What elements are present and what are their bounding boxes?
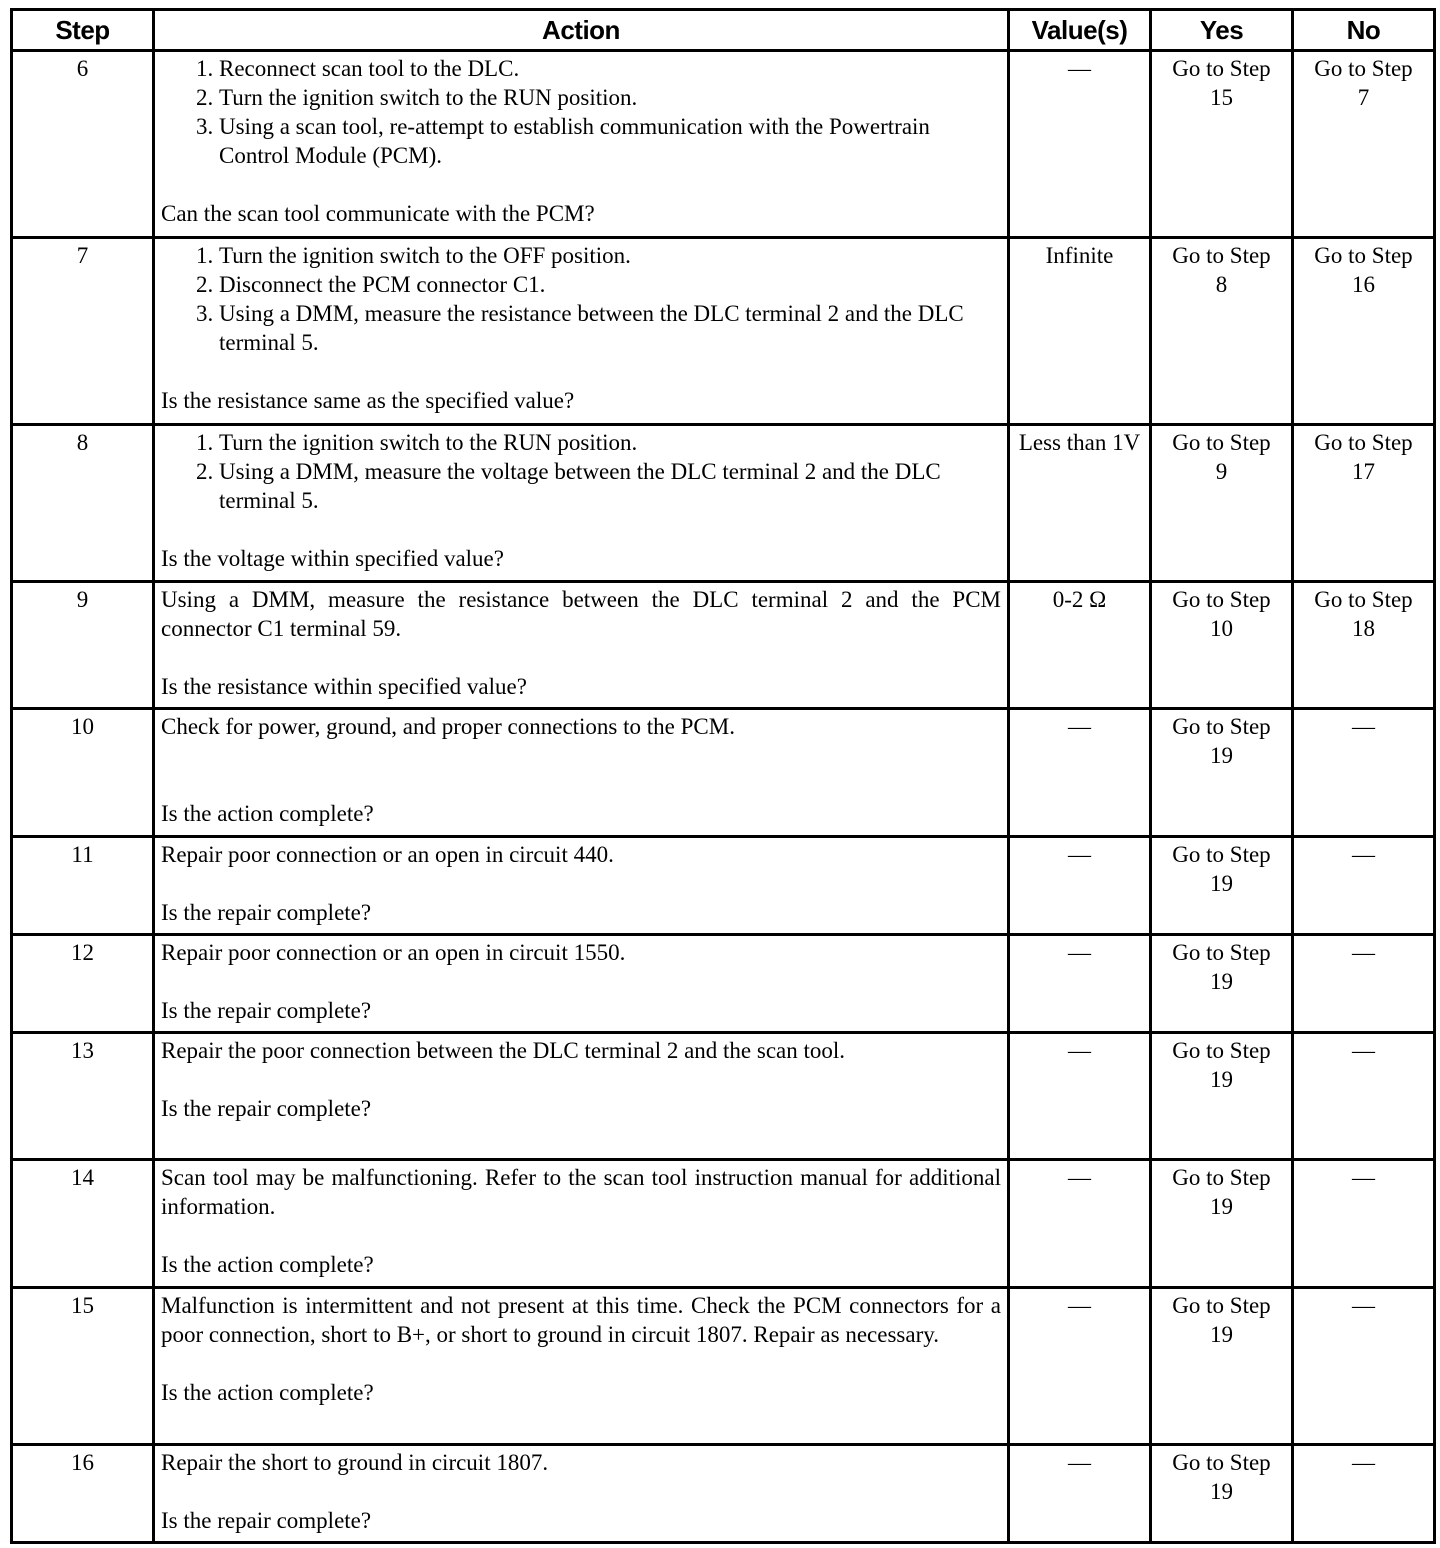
header-no: No (1293, 10, 1435, 51)
action-question: Is the repair complete? (161, 998, 372, 1023)
substep-list (161, 241, 1001, 357)
yes-step-number: 9 (1215, 459, 1228, 484)
step-number: 13 (12, 1033, 154, 1160)
substep-item: 1. Turn the ignition switch to the RUN position. (219, 428, 1001, 457)
yes-cell (1151, 935, 1293, 1033)
yes-go-label: Go to Step (1172, 56, 1271, 81)
step-number: 15 (12, 1288, 154, 1445)
table-row (12, 1160, 1435, 1288)
table-body (12, 51, 1435, 1543)
value-cell: — (1009, 1445, 1151, 1543)
no-go-label: — (1352, 842, 1375, 867)
substep-item: 1. Reconnect scan tool to the DLC. (219, 54, 1001, 83)
yes-step-number: 19 (1210, 969, 1233, 994)
spacer (161, 770, 1001, 799)
substep-item: 3. Using a scan tool, re-attempt to establish communication with the Powertrain Control Module (PCM). (219, 112, 1001, 170)
action-cell (154, 1288, 1009, 1445)
action-question: Is the action complete? (161, 1380, 374, 1405)
table-row (12, 1033, 1435, 1160)
diagnostic-table (10, 8, 1436, 1544)
substep-item: 1. Turn the ignition switch to the OFF position. (219, 241, 1001, 270)
yes-go-label: Go to Step (1172, 1165, 1271, 1190)
yes-step-number: 8 (1215, 272, 1228, 297)
action-cell (154, 935, 1009, 1033)
yes-cell (1151, 1445, 1293, 1543)
value-cell: 0-2 Ω (1009, 582, 1151, 709)
value-cell: — (1009, 1160, 1151, 1288)
table-row (12, 837, 1435, 935)
yes-cell (1151, 238, 1293, 425)
spacer (161, 1065, 1001, 1094)
table-row (12, 425, 1435, 582)
action-instruction: Using a DMM, measure the resistance between the DLC terminal 2 and the PCM connector C1 terminal 59. (161, 587, 1001, 641)
action-question: Is the resistance same as the specified value? (161, 388, 575, 413)
table-row (12, 1288, 1435, 1445)
header-action: Action (154, 10, 1009, 51)
yes-go-label: Go to Step (1172, 430, 1271, 455)
yes-cell (1151, 1288, 1293, 1445)
table-row (12, 935, 1435, 1033)
table-row (12, 1445, 1435, 1543)
yes-step-number: 19 (1210, 1067, 1233, 1092)
value-cell: Less than 1V (1009, 425, 1151, 582)
action-question: Can the scan tool communicate with the PCM? (161, 201, 595, 226)
step-number: 8 (12, 425, 154, 582)
spacer (161, 1477, 1001, 1506)
action-cell (154, 1033, 1009, 1160)
no-go-label: — (1352, 1293, 1375, 1318)
table-row (12, 238, 1435, 425)
no-cell (1293, 425, 1435, 582)
step-number: 16 (12, 1445, 154, 1543)
substep-item: 3. Using a DMM, measure the resistance between the DLC terminal 2 and the DLC terminal 5. (219, 299, 1001, 357)
yes-go-label: Go to Step (1172, 1450, 1271, 1475)
yes-go-label: Go to Step (1172, 1038, 1271, 1063)
header-values: Value(s) (1009, 10, 1151, 51)
header-row (12, 10, 1435, 51)
no-go-label: — (1352, 1038, 1375, 1063)
action-instruction: Malfunction is intermittent and not present at this time. Check the PCM connectors for a poor connection, short to B+, or short to ground in circuit 1807. Repair as necessary. (161, 1293, 1001, 1347)
action-instruction: Repair the short to ground in circuit 1807. (161, 1450, 549, 1475)
no-go-label: — (1352, 940, 1375, 965)
spacer (161, 869, 1001, 898)
action-question: Is the voltage within specified value? (161, 546, 504, 571)
no-cell (1293, 837, 1435, 935)
action-cell (154, 238, 1009, 425)
no-go-label: Go to Step (1314, 587, 1413, 612)
action-question: Is the repair complete? (161, 1508, 372, 1533)
yes-step-number: 19 (1210, 1322, 1233, 1347)
table-row (12, 582, 1435, 709)
action-cell (154, 51, 1009, 238)
yes-cell (1151, 709, 1293, 837)
value-cell: — (1009, 51, 1151, 238)
no-step-number: 16 (1352, 272, 1375, 297)
yes-go-label: Go to Step (1172, 587, 1271, 612)
document-page (10, 8, 1434, 1544)
substep-item: 2. Using a DMM, measure the voltage between the DLC terminal 2 and the DLC terminal 5. (219, 457, 1001, 515)
table-row (12, 51, 1435, 238)
yes-go-label: Go to Step (1172, 842, 1271, 867)
action-cell (154, 1160, 1009, 1288)
step-number: 6 (12, 51, 154, 238)
yes-go-label: Go to Step (1172, 243, 1271, 268)
substep-list (161, 54, 1001, 170)
action-question: Is the repair complete? (161, 900, 372, 925)
no-cell (1293, 238, 1435, 425)
action-cell (154, 1445, 1009, 1543)
yes-step-number: 19 (1210, 743, 1233, 768)
action-cell (154, 582, 1009, 709)
yes-cell (1151, 582, 1293, 709)
step-number: 11 (12, 837, 154, 935)
no-go-label: Go to Step (1314, 56, 1413, 81)
header-step: Step (12, 10, 154, 51)
yes-cell (1151, 1033, 1293, 1160)
substep-list (161, 428, 1001, 515)
yes-go-label: Go to Step (1172, 714, 1271, 739)
action-instruction: Repair poor connection or an open in circuit 1550. (161, 940, 626, 965)
step-number: 7 (12, 238, 154, 425)
spacer (161, 741, 1001, 770)
yes-step-number: 10 (1210, 616, 1233, 641)
no-go-label: — (1352, 1165, 1375, 1190)
no-go-label: — (1352, 714, 1375, 739)
no-step-number: 17 (1352, 459, 1375, 484)
no-cell (1293, 935, 1435, 1033)
spacer (161, 1349, 1001, 1378)
step-number: 9 (12, 582, 154, 709)
spacer (161, 170, 1001, 199)
yes-cell (1151, 1160, 1293, 1288)
spacer (161, 515, 1001, 544)
header-yes: Yes (1151, 10, 1293, 51)
no-cell (1293, 1288, 1435, 1445)
yes-go-label: Go to Step (1172, 1293, 1271, 1318)
yes-cell (1151, 425, 1293, 582)
action-instruction: Repair poor connection or an open in circuit 440. (161, 842, 614, 867)
action-question: Is the action complete? (161, 801, 374, 826)
yes-cell (1151, 837, 1293, 935)
step-number: 14 (12, 1160, 154, 1288)
action-cell (154, 709, 1009, 837)
action-question: Is the resistance within specified value? (161, 674, 527, 699)
no-go-label: Go to Step (1314, 430, 1413, 455)
no-cell (1293, 1445, 1435, 1543)
action-cell (154, 425, 1009, 582)
no-cell (1293, 709, 1435, 837)
no-go-label: — (1352, 1450, 1375, 1475)
value-cell: Infinite (1009, 238, 1151, 425)
value-cell: — (1009, 709, 1151, 837)
spacer (161, 357, 1001, 386)
spacer (161, 1221, 1001, 1250)
action-instruction: Repair the poor connection between the DLC terminal 2 and the scan tool. (161, 1038, 846, 1063)
step-number: 12 (12, 935, 154, 1033)
action-instruction: Scan tool may be malfunctioning. Refer to the scan tool instruction manual for additional information. (161, 1165, 1001, 1219)
value-cell: — (1009, 837, 1151, 935)
yes-go-label: Go to Step (1172, 940, 1271, 965)
yes-step-number: 15 (1210, 85, 1233, 110)
spacer (161, 643, 1001, 672)
spacer (161, 967, 1001, 996)
no-cell (1293, 1033, 1435, 1160)
value-cell: — (1009, 935, 1151, 1033)
no-step-number: 18 (1352, 616, 1375, 641)
action-instruction: Check for power, ground, and proper connections to the PCM. (161, 714, 735, 739)
yes-cell (1151, 51, 1293, 238)
no-cell (1293, 51, 1435, 238)
action-cell (154, 837, 1009, 935)
no-cell (1293, 1160, 1435, 1288)
value-cell: — (1009, 1033, 1151, 1160)
no-step-number: 7 (1357, 85, 1370, 110)
value-cell: — (1009, 1288, 1151, 1445)
step-number: 10 (12, 709, 154, 837)
no-go-label: Go to Step (1314, 243, 1413, 268)
substep-item: 2. Disconnect the PCM connector C1. (219, 270, 1001, 299)
action-question: Is the repair complete? (161, 1096, 372, 1121)
no-cell (1293, 582, 1435, 709)
yes-step-number: 19 (1210, 1194, 1233, 1219)
substep-item: 2. Turn the ignition switch to the RUN position. (219, 83, 1001, 112)
table-row (12, 709, 1435, 837)
yes-step-number: 19 (1210, 1479, 1233, 1504)
action-question: Is the action complete? (161, 1252, 374, 1277)
yes-step-number: 19 (1210, 871, 1233, 896)
